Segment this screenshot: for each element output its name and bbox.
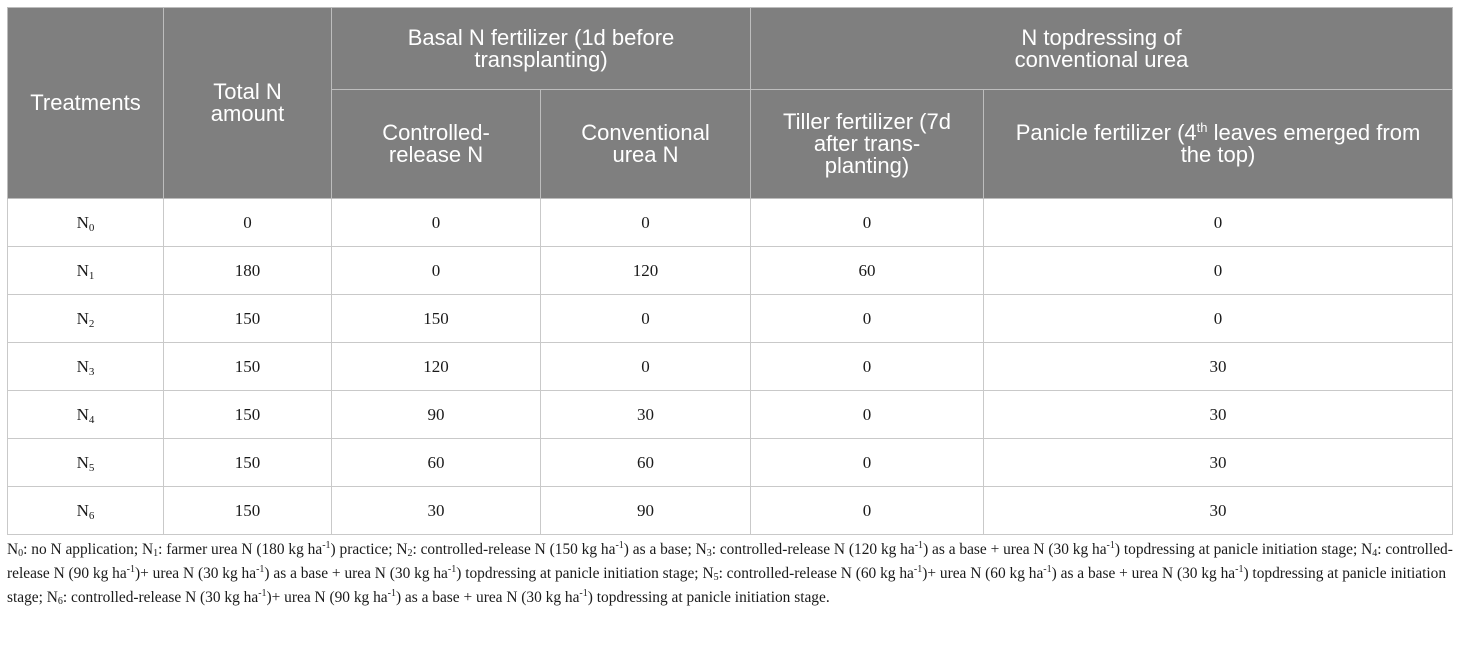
conventional-urea-cell: 90 <box>541 487 751 535</box>
total-n-cell: 150 <box>164 439 332 487</box>
table-row <box>8 391 1453 439</box>
col-header-panicle: Panicle fertilizer (4th leaves emerged from the top) <box>984 90 1453 199</box>
tiller-cell: 0 <box>751 487 984 535</box>
panicle-cell: 0 <box>984 247 1453 295</box>
panicle-cell: 30 <box>984 343 1453 391</box>
total-n-cell: 180 <box>164 247 332 295</box>
total-n-cell: 150 <box>164 391 332 439</box>
total-n-cell: 150 <box>164 343 332 391</box>
tiller-cell: 0 <box>751 391 984 439</box>
conventional-urea-cell: 0 <box>541 199 751 247</box>
panicle-cell: 30 <box>984 439 1453 487</box>
controlled-release-cell: 30 <box>332 487 541 535</box>
treatment-cell: $N_4$ <box>8 391 164 439</box>
controlled-release-cell: 0 <box>332 247 541 295</box>
table-row <box>8 247 1453 295</box>
tiller-cell: 0 <box>751 295 984 343</box>
tiller-cell: 0 <box>751 199 984 247</box>
col-header-controlled-release: Controlled-release N <box>332 90 541 199</box>
col-group-basal-n: Basal N fertilizer (1d before transplanting) <box>332 8 751 90</box>
fertilizer-treatment-table <box>7 7 1453 535</box>
conventional-urea-cell: 60 <box>541 439 751 487</box>
treatment-cell: $N_1$ <box>8 247 164 295</box>
total-n-cell: 0 <box>164 199 332 247</box>
col-header-total-n: Total N amount <box>164 8 332 199</box>
panicle-cell: 30 <box>984 391 1453 439</box>
table-body <box>8 199 1453 535</box>
conventional-urea-cell: 120 <box>541 247 751 295</box>
panicle-cell: 0 <box>984 199 1453 247</box>
data-table-container <box>7 7 1452 535</box>
total-n-cell: 150 <box>164 295 332 343</box>
table-footnote: $N_0$: no N application; $N_1$: farmer urea N (180 kg $ha^{-1}$) practice; $N_2$: controlled-release N (150 kg $ha^{-1}$) as a base; $N_3$: controlled-release N (120 kg $ha^{-1}$) as a base + urea N (30 kg $ha^{-1}$) topdressing at panicle initiation stage; $N_4$: controlled-release N (90 kg $ha^{-1})+$ urea N (30 kg $ha^{-1}$) as a base + urea N (30 kg $ha^{-1}$) topdressing at panicle initiation stage; $N_5$: controlled-release N (60 kg $ha^{-1})+$ urea N (60 kg $ha^{-1}$) as a base + urea N (30 kg $ha^{-1}$) topdressing at panicle initiation stage; $N_6$: controlled-release N (30 kg $ha^{-1})+$ urea N (90 kg $ha^{-1}$) as a base + urea N (30 kg $ha^{-1}$) topdressing at panicle initiation stage. <box>7 540 1453 607</box>
controlled-release-cell: 90 <box>332 391 541 439</box>
treatment-cell: $N_5$ <box>8 439 164 487</box>
conventional-urea-cell: 0 <box>541 295 751 343</box>
tiller-cell: 60 <box>751 247 984 295</box>
controlled-release-cell: 120 <box>332 343 541 391</box>
controlled-release-cell: 0 <box>332 199 541 247</box>
table-row <box>8 199 1453 247</box>
treatment-cell: $N_0$ <box>8 199 164 247</box>
treatment-cell: $N_2$ <box>8 295 164 343</box>
tiller-cell: 0 <box>751 343 984 391</box>
table-row <box>8 439 1453 487</box>
conventional-urea-cell: 30 <box>541 391 751 439</box>
treatment-cell: $N_3$ <box>8 343 164 391</box>
col-header-treatments: Treatments <box>8 8 164 199</box>
col-group-topdressing: N topdressing of conventional urea <box>751 8 1453 90</box>
table-row <box>8 343 1453 391</box>
treatment-cell: $N_6$ <box>8 487 164 535</box>
conventional-urea-cell: 0 <box>541 343 751 391</box>
table-row <box>8 487 1453 535</box>
controlled-release-cell: 150 <box>332 295 541 343</box>
col-header-tiller: Tiller fertilizer (7d after trans-planting) <box>751 90 984 199</box>
tiller-cell: 0 <box>751 439 984 487</box>
panicle-cell: 30 <box>984 487 1453 535</box>
col-header-conventional-urea: Conventional urea N <box>541 90 751 199</box>
panicle-cell: 0 <box>984 295 1453 343</box>
total-n-cell: 150 <box>164 487 332 535</box>
controlled-release-cell: 60 <box>332 439 541 487</box>
table-row <box>8 295 1453 343</box>
header-row-top <box>8 8 1453 90</box>
